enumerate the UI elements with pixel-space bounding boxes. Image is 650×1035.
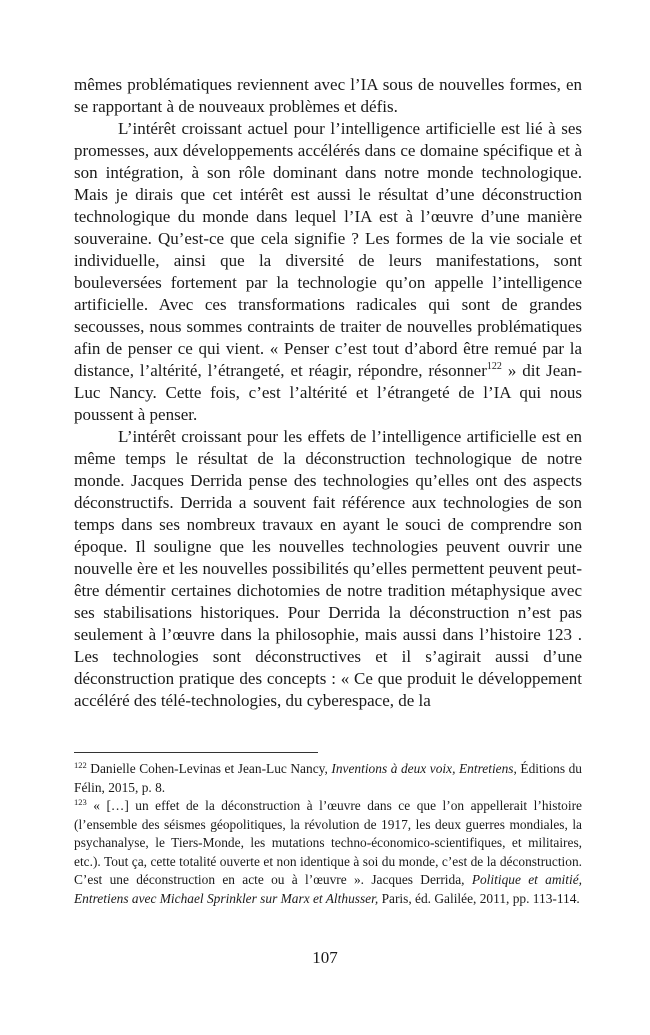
paragraph: [74, 426, 582, 712]
footnotes: [74, 760, 582, 908]
footnote-separator: [74, 752, 318, 753]
footnote-ref: 122: [486, 361, 502, 372]
text-run: Paris, éd. Galilée, 2011, pp. 113-114.: [378, 890, 580, 906]
text-run: L’intérêt croissant pour les effets de l’intelligence artificielle est en même temps le résultat de la déconstruction technologique de notre monde. Jacques Derrida pense des technologies qu’elles ont des aspects déconstructifs. Derrida a souvent fait référence aux technologies de son temps dans ses nombreux travaux en ayant le souci de comprendre son époque. Il souligne que les nouvelles technologies peuvent ouvrir une nouvelle ère et les nouvelles possibilités qu’elles permettent peuvent peut-être démentir certaines dichotomies de notre tradition métaphysique avec ses stabilisations historiques. Pour Derrida la déconstruction n’est pas seulement à l’œuvre dans la philosophie, mais aussi dans l’histoire 123 . Les technologies sont déconstructives et il s’agirait aussi d’une déconstruction pratique des concepts : « Ce que produit le développement accéléré des télé-technologies, du cyberespace, de la: [74, 427, 582, 710]
footnote: [74, 797, 582, 908]
italic-title: Inventions à deux voix, Entretiens: [331, 761, 514, 776]
paragraph: [74, 74, 582, 118]
page-number: 107: [312, 948, 338, 967]
text-run: « […] un effet de la déconstruction à l’œuvre dans ce que l’on appellerait l’histoire (l’ensemble des séismes géopolitiques, la révolution de 1917, les deux guerres mondiales, la psychanalyse, le Tiers-Monde, les mutations techno-économico-scientifiques, et militaires, etc.). Tout ça, cette totalité ouverte et non identique à soi du monde, c’est de la déconstruction. C’est une déconstruction en acte ou à l’œuvre ». Jacques Derrida,: [74, 798, 582, 887]
text-run: , Éditions du Félin, 2015, p. 8.: [74, 761, 582, 795]
text-run: mêmes problématiques reviennent avec l’IA sous de nouvelles formes, en se rapportant à de nouveaux problèmes et défis.: [74, 75, 582, 116]
body-text: [74, 74, 582, 712]
text-run: L’intérêt croissant actuel pour l’intelligence artificielle est lié à ses promesses, aux développements accélérés dans ce domaine spécifique et à son intégration, à son rôle dominant dans notre monde technologique. Mais je dirais que cet intérêt est aussi le résultat d’une déconstruction technologique du monde dans lequel l’IA est à l’œuvre d’une manière souveraine. Qu’est-ce que cela signifie ? Les formes de la vie sociale et individuelle, ainsi que la diversité de leurs manifestations, sont bouleversées fortement par la technologie qu’on appelle l’intelligence artificielle. Avec ces transformations radicales qui sont de grandes secousses, nous sommes contraints de traiter de nouvelles problématiques afin de penser ce qui vient. « Penser c’est tout d’abord être remué par la distance, l’altérité, l’étrangeté, et réagir, répondre, résonner: [74, 119, 582, 380]
italic-title: Politique et amitié, Entretiens avec Michael Sprinkler sur Marx et Althusser,: [74, 872, 582, 906]
text-run: Danielle Cohen-Levinas et Jean-Luc Nancy,: [86, 761, 332, 776]
footnote-ref: 122: [74, 760, 87, 770]
footnote-ref: 123: [74, 797, 87, 807]
footnote: [74, 760, 582, 797]
text-run: » dit Jean-Luc Nancy. Cette fois, c’est l’altérité et l’étrangeté de l’IA qui nous poussent à penser.: [74, 361, 582, 424]
paragraph: [74, 118, 582, 426]
